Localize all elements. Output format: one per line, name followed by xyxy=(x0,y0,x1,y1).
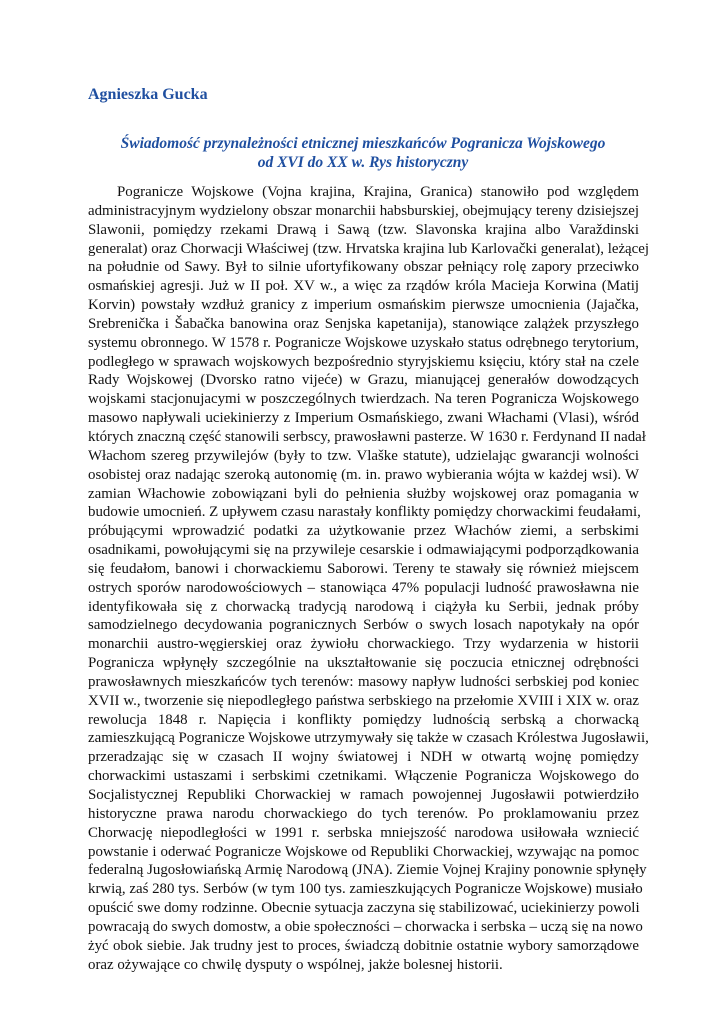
paragraph-line: Pogranicza wpłynęły szczególnie na ukształtowanie się poczucia etnicznej odrębności xyxy=(88,655,639,672)
paragraph-line: podległego w sprawach wojskowych bezpośrednio styryjskiemu księciu, który stał na czele xyxy=(88,353,639,370)
paragraph-line: się feudałom, banowi i chorwackiemu Saborowi. Tereny te stawały się również miejscem xyxy=(88,560,639,577)
article-title-line: Świadomość przynależności etnicznej mieszkańców Pogranicza Wojskowego xyxy=(120,135,606,152)
paragraph-line: zamieszkującą Pogranicze Wojskowe utrzymywały się także w czasach Królestwa Jugosławii, xyxy=(88,730,649,747)
paragraph-line: chorwackimi ustaszami i serbskimi czetnikami. Włączenie Pogranicza Wojskowego do xyxy=(88,768,639,785)
paragraph-line: żyć obok siebie. Jak trudny jest to proces, świadczą dobitnie ostatnie wybory samorządowe xyxy=(88,937,639,954)
paragraph-line: Korvin) powstały wzdłuż granicy z imperium osmańskim pierwsze umocnienia (Jajačka, xyxy=(88,297,639,314)
paragraph-line: przeradzając się w czasach II wojny światowej i NDH w otwartą wojnę pomiędzy xyxy=(88,749,639,766)
paragraph-line: budowie umocnień. Z upływem czasu narastały konflikty pomiędzy chorwackimi feudałami, xyxy=(88,504,641,521)
paragraph-line: powstanie i oderwać Pogranicze Wojskowe od Republiki Chorwackiej, wzywając na pomoc xyxy=(88,843,639,860)
paragraph-line: osmańskiej agresji. Już w II poł. XV w., a więc za rządów króla Macieja Korwina (Matij xyxy=(88,278,639,295)
paragraph-line: Chorwację niepodległości w 1991 r. serbska mniejszość narodowa usiłowała wzniecić xyxy=(88,824,639,841)
paragraph-line: Pogranicze Wojskowe (Vojna krajina, Krajina, Granica) stanowiło pod względem xyxy=(117,184,639,200)
paragraph-line: opuścić swe domy rodzinne. Obecnie sytuacja zaczyna się stabilizować, uciekinierzy powoli xyxy=(88,900,640,917)
paragraph-line: oraz ożywające co chwilę dysputy o wspólnej, jakże bolesnej historii. xyxy=(88,956,503,973)
paragraph-line: Srebrenička i Šabačka banowina oraz Senjska kapetanija), stanowiące zalążek przyszłego xyxy=(88,315,639,332)
paragraph-line: monarchii austro-węgierskiej oraz żywiołu chorwackiego. Trzy wydarzenia w historii xyxy=(88,636,639,653)
paragraph-line: Rady Wojskowej (Dvorsko ratno vijeće) w Grazu, mianującej generałów dowodzących xyxy=(88,372,639,389)
paragraph-line: Socjalistycznej Republiki Chorwackiej w ramach powojennej Jugosławii potwierdziło xyxy=(88,787,639,803)
paragraph-line: Slawonii, pomiędzy rzekami Drawą i Sawą (tzw. Slavonska krajina albo Varaždinski xyxy=(88,221,639,238)
paragraph-line: Włachom szereg przywilejów (były to tzw. Vlaške statute), udzielając gwarancji wolności xyxy=(88,447,639,464)
paragraph-line: powracają do swych domostw, a obie społeczności – chorwacka i serbska – uczą się na nowo xyxy=(88,918,643,935)
paragraph-line: zamian Włachowie zobowiązani byli do pełnienia służby wojskowej oraz pomagania w xyxy=(88,485,639,502)
paragraph-line: rewolucja 1848 r. Napięcia i konflikty pomiędzy ludnością serbską a chorwacką xyxy=(88,711,639,728)
paragraph-line: wojskami stacjonujacymi w poszczególnych twierdzach. Na teren Pogranicza Wojskowego xyxy=(88,391,639,408)
article-title xyxy=(88,134,638,172)
paragraph-line: federalną Jugosłowiańską Armię Narodową (JNA). Ziemie Vojnej Krajiny ponownie spłynęły xyxy=(88,862,647,879)
paragraph-line: masowo napływali uciekinierzy z Imperium Osmańskiego, zwani Włachami (Vlasi), wśród xyxy=(88,410,639,427)
paragraph-line: osadnikami, powołującymi się na przywileje cesarskie i odmawiającymi podporządkowania xyxy=(88,542,639,559)
paragraph-line: systemu obronnego. W 1578 r. Pogranicze Wojskowe uzyskało status odrębnego terytorium, xyxy=(88,334,639,351)
paragraph-line: identyfikowała się z chorwacką tradycją narodową i ciążyła ku Serbii, jednak próby xyxy=(88,598,639,615)
article-title-line: od XVI do XX w. Rys historyczny xyxy=(257,154,469,171)
paragraph-line: samodzielnego decydowania pogranicznych Serbów o swych losach napotykały na opór xyxy=(88,617,639,634)
paragraph-line: XVII w., tworzenie się niepodległego państwa serbskiego na przełomie XVIII i XIX w. oraz xyxy=(88,692,639,709)
paragraph-line: których znaczną część stanowili serbscy, prawosławni pasterze. W 1630 r. Ferdynand II nadał xyxy=(88,428,646,445)
paragraph-line: prawosławnych mieszkańców tych terenów: masowy napływ ludności serbskiej pod koniec xyxy=(88,673,639,690)
author-name: Agnieszka Gucka xyxy=(88,86,208,103)
paragraph-line: historyczne prawa narodu chorwackiego do tych terenów. Po proklamowaniu przez xyxy=(88,805,639,822)
paragraph-line: osobistej oraz nadając szeroką autonomię (m. in. prawo wybierania wójta w każdej wsi). W xyxy=(88,466,639,483)
paragraph-line: generalat) oraz Chorwacji Właściwej (tzw. Hrvatska krajina lub Karlovački generalat), leżącej xyxy=(88,240,650,257)
paragraph-line: ostrych sporów narodowościowych – stanowiąca 47% populacji ludność prawosławna nie xyxy=(88,579,639,596)
paragraph-line: krwią, zaś 280 tys. Serbów (w tym 100 tys. zamieszkujących Pogranicze Wojskowe) musiało xyxy=(88,881,643,898)
paragraph-line: administracyjnym wydzielony obszar monarchii habsburskiej, obejmujący tereny dzisiejszej xyxy=(88,202,639,219)
article-body-paragraph xyxy=(88,183,650,974)
paragraph-line: próbującymi wprowadzić podatki za użytkowanie przez Włachów ziemi, a serbskimi xyxy=(88,523,639,540)
paragraph-line: na południe od Sawy. Był to silnie ufortyfikowany obszar pełniący rolę zapory przeciwko xyxy=(88,259,639,276)
